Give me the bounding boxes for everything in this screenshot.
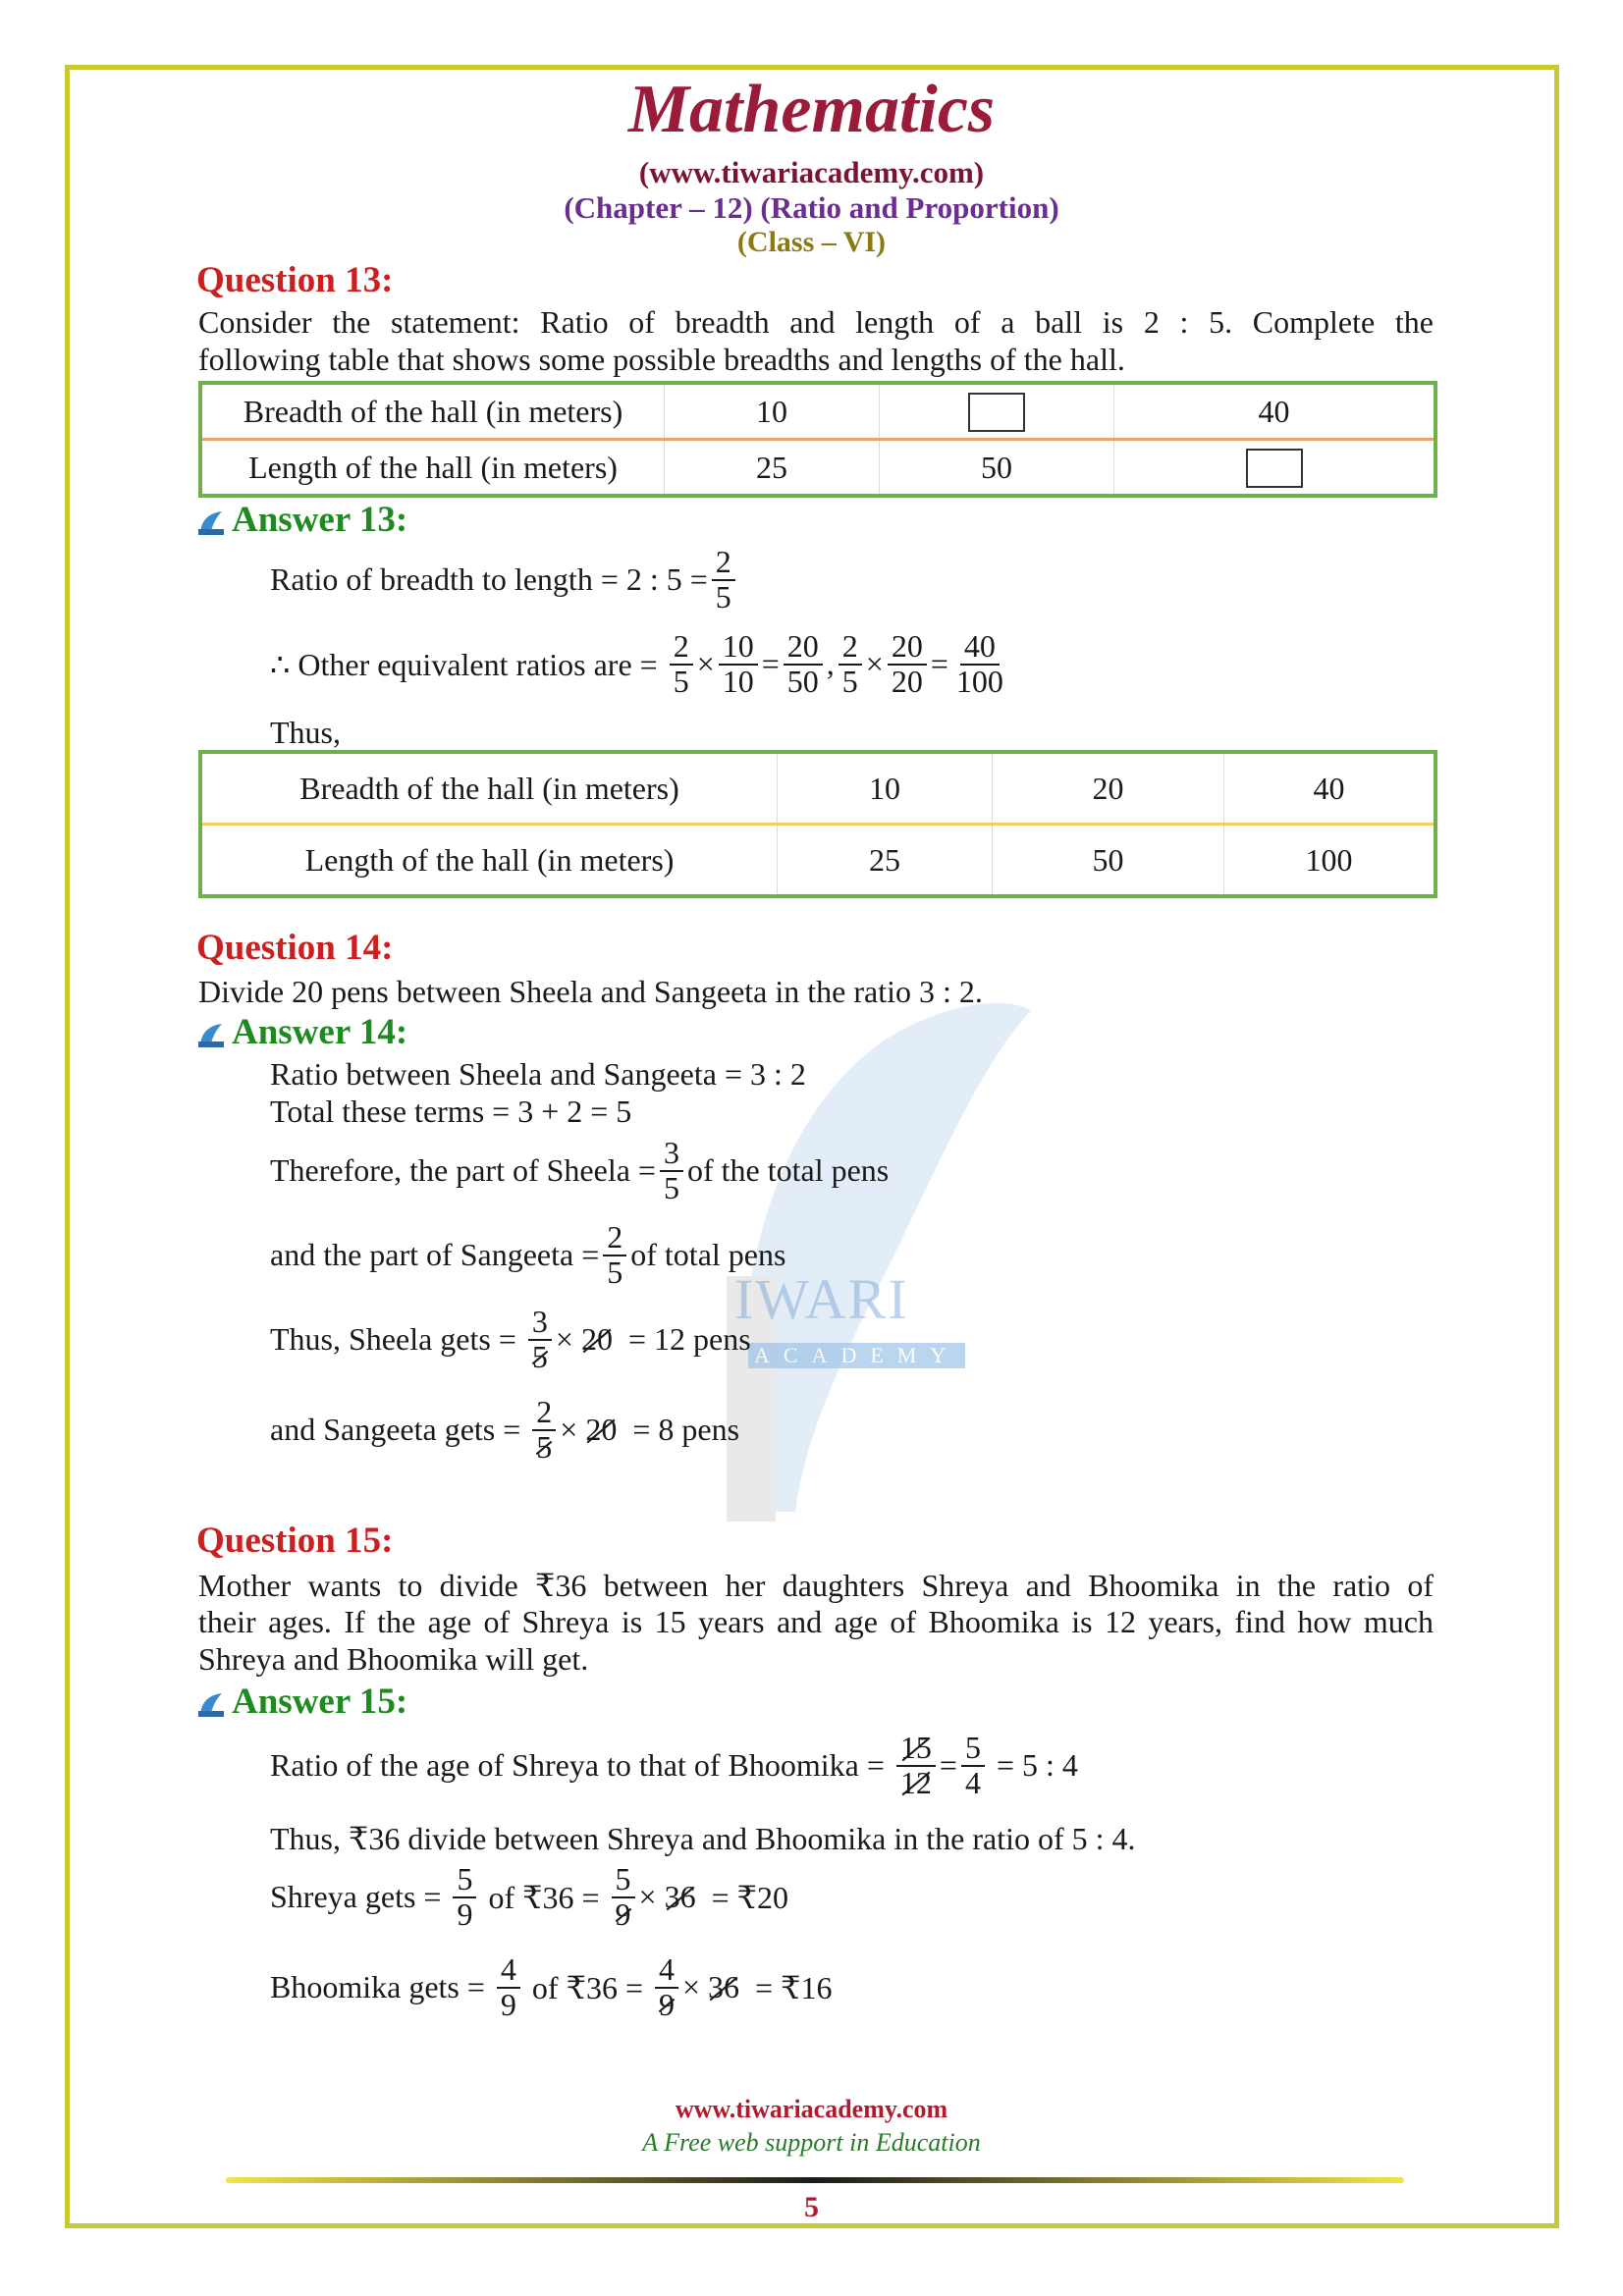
- tiwari-logo-icon: [196, 1691, 226, 1719]
- answer-14-heading: Answer 14:: [196, 1011, 407, 1053]
- q13-row2-c1: 25: [665, 440, 880, 497]
- tiwari-logo-icon: [196, 509, 226, 537]
- watermark-text: IWARI: [734, 1267, 909, 1331]
- answer-13-equivalent-line: ∴ Other equivalent ratios are = $\frac{2}{5}$ × $\frac{10}{10}$ = $\frac{20}{50}$ , $\frac{2}{5}$ × $\frac{20}{20}$ = $\frac{40}{100}$: [270, 628, 1003, 699]
- question-15-line-3: Shreya and Bhoomika will get.: [198, 1641, 589, 1677]
- a13-row2-c2: 50: [993, 825, 1224, 897]
- answer-15-line-1: Ratio of the age of Shreya to that of Bhoomika = $\frac{15}{12}$ = $\frac{5}{4}$ = 5 : 4: [270, 1730, 1078, 1800]
- q13-row1-label: Breadth of the hall (in meters): [200, 383, 665, 440]
- a13-row1-c1: 10: [778, 752, 993, 825]
- page-title: Mathematics: [627, 72, 996, 147]
- tiwari-logo-icon: [196, 1022, 226, 1049]
- a13-row1-c3: 40: [1224, 752, 1436, 825]
- header-site: (www.tiwariacademy.com): [638, 155, 985, 189]
- answer-14-line-4: and the part of Sangeeta = $\frac{2}{5}$ of total pens: [270, 1219, 786, 1290]
- q13-row2-label: Length of the hall (in meters): [248, 449, 618, 485]
- answer-13-thus: Thus,: [270, 715, 341, 750]
- footer-site-link[interactable]: www.tiwariacademy.com: [675, 2095, 948, 2123]
- answer-15-line-4: Bhoomika gets = $\frac{4}{9}$ of ₹36 = $\frac{4}{9}$ × 36 = ₹16: [270, 1951, 833, 2022]
- question-15-line-1: Mother wants to divide ₹36 between her daughters Shreya and Bhoomika in the ratio of: [198, 1568, 1434, 1603]
- q13-row2-c2: 50: [880, 440, 1114, 497]
- answer-15-heading: Answer 15:: [196, 1681, 407, 1723]
- answer-14-line-6: and Sangeeta gets = $\frac{2}{5}$ × 20 = 8 pens: [270, 1394, 740, 1465]
- answer-15-line-3: Shreya gets = $\frac{5}{9}$ of ₹36 = $\frac{5}{9}$ × 36 = ₹20: [270, 1861, 788, 1932]
- answer-14-line-1: Ratio between Sheela and Sangeeta = 3 : 2: [270, 1056, 806, 1092]
- q13-row2-c3: [1114, 440, 1436, 497]
- question-13-line-2: following table that shows some possible breadths and lengths of the hall.: [198, 342, 1125, 377]
- answer-14-line-3: Therefore, the part of Sheela = $\frac{3}{5}$ of the total pens: [270, 1135, 890, 1205]
- header-chapter: (Chapter – 12) (Ratio and Proportion): [564, 190, 1059, 225]
- q13-row1-c2: [880, 383, 1114, 440]
- question-13-table: [198, 381, 1437, 498]
- question-15-heading: Question 15:: [196, 1521, 394, 1561]
- answer-13-ratio-line: Ratio of breadth to length = 2 : 5 = $\frac{2}{5}$: [270, 546, 739, 614]
- answer-14-line-2: Total these terms = 3 + 2 = 5: [270, 1094, 632, 1129]
- page-number: 5: [804, 2191, 819, 2223]
- footer-tagline: A Free web support in Education: [642, 2128, 981, 2157]
- watermark-subtext: ACADEMY: [748, 1343, 965, 1368]
- answer-13-heading: Answer 13:: [196, 499, 407, 541]
- question-15-line-2: their ages. If the age of Shreya is 15 years and age of Bhoomika is 12 years, find how much: [198, 1604, 1434, 1639]
- q13-row1-c3: 40: [1114, 383, 1436, 440]
- question-14-heading: Question 14:: [196, 928, 394, 968]
- a13-row2-c3: 100: [1224, 825, 1436, 897]
- header-class: (Class – VI): [736, 226, 887, 258]
- question-14-line-1: Divide 20 pens between Sheela and Sangeeta in the ratio 3 : 2.: [198, 974, 983, 1009]
- question-13-heading: Question 13:: [196, 260, 394, 300]
- answer-15-line-2: Thus, ₹36 divide between Shreya and Bhoomika in the ratio of 5 : 4.: [270, 1821, 1136, 1856]
- a13-row1-label: Breadth of the hall (in meters): [200, 752, 778, 825]
- a13-row1-c2: 20: [993, 752, 1224, 825]
- q13-row1-c1: 10: [665, 383, 880, 440]
- blank-box: [968, 393, 1025, 432]
- a13-row2-label: Length of the hall (in meters): [304, 841, 675, 878]
- blank-box: [1246, 449, 1303, 488]
- footer-divider: [226, 2177, 1404, 2183]
- question-13-line-1: Consider the statement: Ratio of breadth and length of a ball is 2 : 5. Complete the: [198, 304, 1434, 340]
- answer-13-table: [198, 750, 1437, 898]
- answer-14-line-5: Thus, Sheela gets = $\frac{3}{5}$ × 20 = 12 pens: [270, 1304, 751, 1374]
- a13-row2-c1: 25: [778, 825, 993, 897]
